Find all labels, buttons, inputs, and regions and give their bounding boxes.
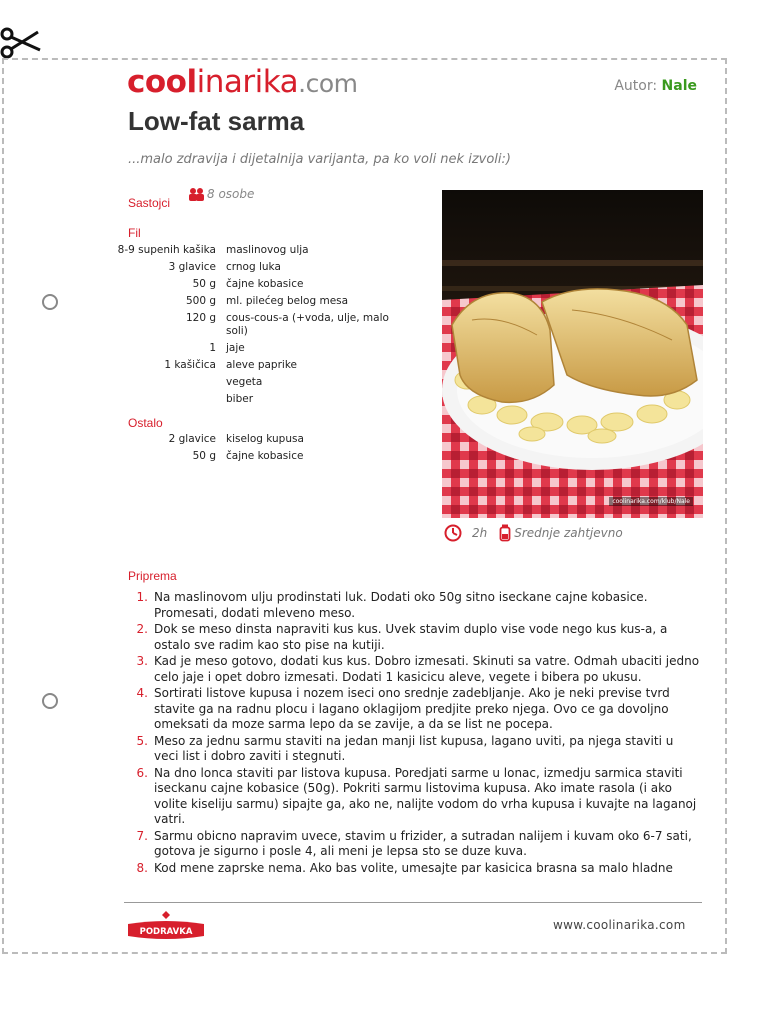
ingredient-amount: 1 kašičica bbox=[164, 359, 216, 371]
ingredient-row bbox=[100, 261, 420, 274]
ingredient-row bbox=[100, 312, 420, 338]
recipe-subtitle: ...malo zdravija i dijetalnija varijanta, pa ko voli nek izvoli:) bbox=[128, 152, 511, 167]
ingredient-name: cous-cous-a (+voda, ulje, malo soli) bbox=[226, 312, 389, 337]
people-icon bbox=[188, 187, 206, 201]
ostalo-ingredient-list bbox=[100, 433, 420, 467]
step-text: Sortirati listove kupusa i nozem iseci ono srednje zadebljanje. Ako je neki previse tvrd stavite ga na radnu plocu i lagano oklagijom predjite preko njega. Ovo ce ga dovoljno omeksati da moze sarma lepo da se zavije, a da se list ne pocepa. bbox=[154, 686, 670, 731]
step-number: 1. bbox=[136, 590, 148, 604]
step-number: 5. bbox=[136, 733, 148, 748]
step-number: 7. bbox=[136, 828, 148, 843]
preparation-step bbox=[126, 734, 700, 765]
scissors-icon bbox=[0, 26, 42, 62]
ingredient-row bbox=[100, 295, 420, 308]
ingredient-amount: 2 glavice bbox=[168, 433, 216, 445]
step-number: 6. bbox=[136, 765, 148, 780]
punch-hole-icon bbox=[42, 294, 58, 310]
step-text: Sarmu obicno napravim uvece, stavim u frizider, a sutradan nalijem i kuvam oko 6-7 sati, gotova je sigurno i posle 4, ali meni je lepsa sto se duze kuva. bbox=[154, 828, 692, 858]
preparation-heading: Priprema bbox=[128, 569, 177, 583]
preparation-step bbox=[126, 622, 700, 653]
ingredient-row bbox=[100, 376, 420, 389]
preparation-step bbox=[126, 654, 700, 685]
ostalo-heading: Ostalo bbox=[128, 416, 163, 430]
ingredient-name: crnog luka bbox=[226, 261, 281, 273]
svg-text:PODRAVKA: PODRAVKA bbox=[139, 927, 193, 937]
photo-watermark: coolinarika.com/klub/Nale bbox=[609, 497, 693, 506]
ingredient-amount: 1 bbox=[209, 342, 216, 354]
ingredient-row bbox=[100, 244, 420, 257]
preparation-step bbox=[126, 686, 700, 733]
difficulty-icon bbox=[499, 524, 511, 542]
ingredient-row bbox=[100, 278, 420, 291]
ingredient-name: jaje bbox=[226, 342, 245, 354]
ingredient-amount bbox=[100, 393, 226, 406]
step-number: 2. bbox=[136, 622, 148, 636]
ingredient-amount: 8-9 supenih kašika bbox=[117, 244, 216, 256]
ingredient-row bbox=[100, 359, 420, 372]
step-number: 4. bbox=[136, 686, 148, 700]
ingredient-name: biber bbox=[226, 393, 254, 405]
ingredient-row bbox=[100, 393, 420, 406]
step-number: 3. bbox=[136, 654, 148, 668]
clock-icon bbox=[444, 524, 462, 542]
author: Autor: Nale bbox=[614, 78, 697, 94]
step-number: 8. bbox=[136, 860, 148, 875]
ingredient-amount: 50 g bbox=[192, 278, 216, 290]
preparation-steps bbox=[126, 590, 700, 877]
ingredient-name: ml. pilećeg belog mesa bbox=[226, 295, 349, 307]
fil-heading: Fil bbox=[128, 226, 141, 240]
ingredient-name: kiselog kupusa bbox=[226, 433, 304, 445]
preparation-step bbox=[126, 590, 700, 621]
ingredient-name: čajne kobasice bbox=[226, 278, 304, 290]
footer-website: www.coolinarika.com bbox=[553, 918, 686, 932]
coolinarika-logo: coolinarika.com bbox=[127, 64, 358, 100]
ingredients-heading: Sastojci bbox=[128, 196, 171, 210]
recipe-title: Low-fat sarma bbox=[128, 106, 305, 136]
step-text: Meso za jednu sarmu staviti na jedan manji list kupusa, lagano uviti, pa njega staviti u veci list i dobro zaviti i stegnuti. bbox=[154, 733, 674, 763]
ingredient-amount: 50 g bbox=[192, 450, 216, 462]
preparation-step bbox=[126, 861, 700, 877]
step-text: Kod mene zaprske nema. Ako bas volite, umesajte par kasicica brasna sa malo hladne bbox=[154, 860, 673, 875]
ingredient-amount bbox=[100, 376, 226, 389]
author-name: Nale bbox=[661, 78, 697, 94]
ingredient-name: maslinovog ulja bbox=[226, 244, 309, 256]
step-text: Na maslinovom ulju prodinstati luk. Dodati oko 50g sitno iseckane cajne kobasice. Promesati, dodati mleveno meso. bbox=[154, 590, 648, 620]
step-text: Kad je meso gotovo, dodati kus kus. Dobro izmesati. Skinuti sa vatre. Odmah ubaciti jedno celo jaje i opet dobro izmesati. Dodati 1 kasicicu aleve, vegete i bibera po ukusu. bbox=[154, 654, 700, 684]
ingredient-name: aleve paprike bbox=[226, 359, 297, 371]
recipe-meta bbox=[444, 524, 623, 542]
ingredient-name: čajne kobasice bbox=[226, 450, 304, 462]
ingredient-name: vegeta bbox=[226, 376, 263, 388]
dish-photo bbox=[442, 190, 703, 518]
ingredient-amount: 500 g bbox=[185, 295, 216, 307]
fil-ingredient-list bbox=[100, 244, 420, 410]
step-text: Na dno lonca staviti par listova kupusa. Poredjati sarme u lonac, izmedju sarmica staviti iseckanu cajne kobasice (50g). Pokriti sarmu listovima kupusa. Ako imate rasola (i ako volite kiseliju sarmu) sipajte ga, ako ne, nalijte vodom do vrha kupusa i kuvajte na laganoj vatri. bbox=[154, 765, 697, 826]
ingredient-amount: 120 g bbox=[185, 312, 216, 324]
step-text: Dok se meso dinsta napraviti kus kus. Uvek stavim duplo vise vode nego kus kus-a, a ostalo sve radim kao sto pise na kutiji. bbox=[154, 622, 668, 652]
prep-time: 2h bbox=[472, 526, 488, 540]
servings: 8 osobe bbox=[188, 187, 254, 201]
ingredient-row bbox=[100, 342, 420, 355]
podravka-logo bbox=[126, 910, 206, 942]
ingredient-row bbox=[100, 450, 420, 463]
ingredient-row bbox=[100, 433, 420, 446]
footer-divider bbox=[124, 902, 702, 903]
punch-hole-icon bbox=[42, 693, 58, 709]
ingredient-amount: 3 glavice bbox=[168, 261, 216, 273]
difficulty: Srednje zahtjevno bbox=[514, 526, 623, 540]
preparation-step bbox=[126, 829, 700, 860]
preparation-step bbox=[126, 766, 700, 828]
